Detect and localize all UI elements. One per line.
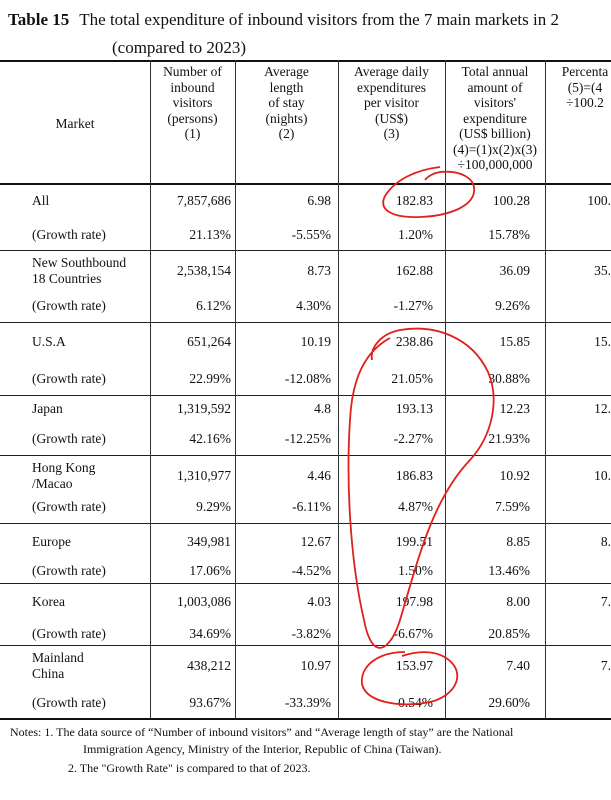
cell-v2: 10.19 — [300, 334, 331, 349]
header-col2-line-2: of stay — [268, 95, 305, 110]
column-rule-1 — [235, 60, 236, 718]
cell-v2: 4.8 — [314, 401, 331, 416]
table-number: Table 15 — [8, 10, 70, 29]
header-col3-line-3: (US$) — [375, 110, 408, 126]
header-col5-line-2: ÷100.2 — [566, 95, 604, 110]
cell-v2: -5.55% — [291, 227, 331, 242]
header-col5-line-0: Percenta — [561, 64, 609, 79]
header-col3-line-1: expenditures — [357, 79, 426, 95]
cell-v2: -33.39% — [284, 695, 331, 710]
cell-v1: 22.99% — [189, 371, 231, 386]
cell-v1: 1,310,977 — [177, 468, 231, 483]
market-label: U.S.A — [32, 334, 66, 349]
cell-v4: 7.40 — [506, 658, 530, 673]
cell-v3: 0.54% — [398, 695, 433, 710]
cell-v1: 1,319,592 — [177, 401, 231, 416]
cell-v1: 7,857,686 — [177, 193, 231, 208]
cell-v4: 36.09 — [499, 263, 530, 278]
market-label: (Growth rate) — [32, 695, 106, 710]
header-col1-line-2: visitors — [172, 95, 213, 110]
cell-v3: 197.98 — [395, 594, 433, 609]
cell-v4: 13.46% — [488, 563, 530, 578]
table-rule-8 — [0, 645, 611, 646]
market-label: All — [32, 193, 50, 208]
cell-v4: 9.26% — [495, 298, 530, 313]
cell-v2: -4.52% — [291, 563, 331, 578]
cell-v3: 199.51 — [395, 534, 433, 549]
cell-v2: 4.30% — [296, 298, 331, 313]
table-rule-6 — [0, 523, 611, 524]
cell-v3: 193.13 — [395, 401, 433, 416]
table-rule-3 — [0, 322, 611, 323]
cell-v2: 10.97 — [300, 658, 331, 673]
cell-v3: 238.86 — [395, 334, 433, 349]
header-col4-line-0: Total annual — [461, 64, 529, 79]
cell-v2: -12.08% — [284, 371, 331, 386]
table-rule-4 — [0, 395, 611, 396]
cell-v4: 8.00 — [506, 594, 530, 609]
market-label: (Growth rate) — [32, 431, 106, 446]
header-col5-line-1: (5)=(4 — [567, 79, 603, 95]
cell-v4: 7.59% — [495, 499, 530, 514]
cell-v5: 100. — [587, 193, 611, 208]
cell-v4: 15.78% — [488, 227, 530, 242]
market-label: /Macao — [32, 476, 73, 491]
cell-v1: 34.69% — [189, 626, 231, 641]
market-label: (Growth rate) — [32, 227, 106, 242]
header-col4-line-4: (US$ billion) — [459, 126, 531, 141]
header-col4-line-5: (4)=(1)x(2)x(3) — [452, 141, 538, 157]
header-col2-line-3: (nights) — [265, 110, 308, 126]
market-label: China — [32, 666, 65, 681]
market-label: Korea — [32, 594, 65, 609]
cell-v1: 1,003,086 — [177, 594, 231, 609]
header-col2-line-4: (2) — [278, 126, 295, 141]
market-label: 18 Countries — [32, 271, 102, 286]
cell-v3: 21.05% — [391, 371, 433, 386]
market-label: (Growth rate) — [32, 626, 106, 641]
cell-v2: 4.03 — [307, 594, 331, 609]
cell-v2: -6.11% — [292, 499, 331, 514]
column-rule-0 — [150, 60, 151, 718]
table-rule-9 — [0, 718, 611, 720]
header-col2-line-0: Average — [264, 64, 309, 79]
table-rule-1 — [0, 183, 611, 185]
cell-v5: 10. — [594, 468, 611, 483]
cell-v4: 15.85 — [499, 334, 530, 349]
market-label: Japan — [32, 401, 63, 416]
cell-v4: 8.85 — [506, 534, 530, 549]
header-col4-line-1: amount of — [467, 79, 523, 95]
cell-v1: 6.12% — [196, 298, 231, 313]
table-rule-0 — [0, 60, 611, 62]
column-rule-4 — [545, 60, 546, 718]
cell-v2: 12.67 — [300, 534, 331, 549]
table-title-text: The total expenditure of inbound visitors from the 7 main markets in 2 — [79, 10, 559, 29]
header-col1-line-0: Number of — [163, 64, 222, 79]
header-col4-line-6: ÷100,000,000 — [457, 157, 533, 172]
cell-v1: 438,212 — [187, 658, 231, 673]
cell-v1: 349,981 — [187, 534, 231, 549]
cell-v3: 186.83 — [395, 468, 433, 483]
cell-v3: -1.27% — [393, 298, 433, 313]
cell-v4: 30.88% — [488, 371, 530, 386]
header-col3-line-0: Average daily — [353, 64, 430, 79]
cell-v3: 1.20% — [398, 227, 433, 242]
header-col4-line-2: visitors' — [473, 95, 517, 110]
table-subtitle: (compared to 2023) — [112, 38, 247, 57]
market-label: Europe — [32, 534, 71, 549]
cell-v1: 9.29% — [196, 499, 231, 514]
header-col4-line-3: expenditure — [463, 110, 527, 126]
cell-v3: 162.88 — [395, 263, 433, 278]
cell-v1: 17.06% — [189, 563, 231, 578]
cell-v1: 42.16% — [189, 431, 231, 446]
cell-v4: 10.92 — [499, 468, 530, 483]
cell-v5: 15. — [594, 334, 611, 349]
table-rule-2 — [0, 250, 611, 251]
cell-v3: 182.83 — [395, 193, 433, 208]
header-col1-line-3: (persons) — [167, 110, 218, 126]
note-line-1: Immigration Agency, Ministry of the Interior, Republic of China (Taiwan). — [83, 742, 442, 756]
cell-v5: 7. — [600, 658, 611, 673]
header-col3-line-4: (3) — [383, 126, 400, 141]
cell-v2: 8.73 — [307, 263, 331, 278]
column-rule-2 — [338, 60, 339, 718]
header-col1-line-4: (1) — [184, 126, 201, 141]
cell-v1: 21.13% — [189, 227, 231, 242]
cell-v3: -2.27% — [393, 431, 433, 446]
cell-v3: 4.87% — [398, 499, 433, 514]
cell-v4: 20.85% — [488, 626, 530, 641]
market-label: (Growth rate) — [32, 298, 106, 313]
market-label: (Growth rate) — [32, 371, 106, 386]
cell-v4: 100.28 — [492, 193, 530, 208]
table-rule-7 — [0, 583, 611, 584]
cell-v5: 7. — [600, 594, 611, 609]
cell-v1: 93.67% — [189, 695, 231, 710]
header-market: Market — [55, 116, 95, 131]
cell-v3: -6.67% — [393, 626, 433, 641]
market-label: (Growth rate) — [32, 563, 106, 578]
market-label: Hong Kong — [32, 460, 96, 475]
header-col3-line-2: per visitor — [363, 95, 420, 110]
market-label: New Southbound — [32, 255, 127, 270]
table-rule-5 — [0, 455, 611, 456]
cell-v1: 2,538,154 — [177, 263, 231, 278]
cell-v3: 153.97 — [395, 658, 433, 673]
market-label: (Growth rate) — [32, 499, 106, 514]
cell-v5: 12. — [594, 401, 611, 416]
cell-v4: 21.93% — [488, 431, 530, 446]
cell-v2: -12.25% — [284, 431, 331, 446]
cell-v4: 29.60% — [488, 695, 530, 710]
cell-v2: -3.82% — [291, 626, 331, 641]
header-col2-line-1: length — [269, 79, 304, 95]
cell-v2: 6.98 — [307, 193, 331, 208]
note-line-0: Notes: 1. The data source of “Number of inbound visitors” and “Average length of stay” are the National — [10, 725, 514, 739]
cell-v2: 4.46 — [307, 468, 331, 483]
note-line-2: 2. The "Growth Rate" is compared to that of 2023. — [68, 761, 311, 775]
header-col1-line-1: inbound — [170, 79, 215, 95]
cell-v5: 35. — [594, 263, 611, 278]
cell-v3: 1.50% — [398, 563, 433, 578]
market-label: Mainland — [32, 650, 84, 665]
cell-v5: 8. — [600, 534, 611, 549]
cell-v4: 12.23 — [499, 401, 530, 416]
cell-v1: 651,264 — [187, 334, 231, 349]
